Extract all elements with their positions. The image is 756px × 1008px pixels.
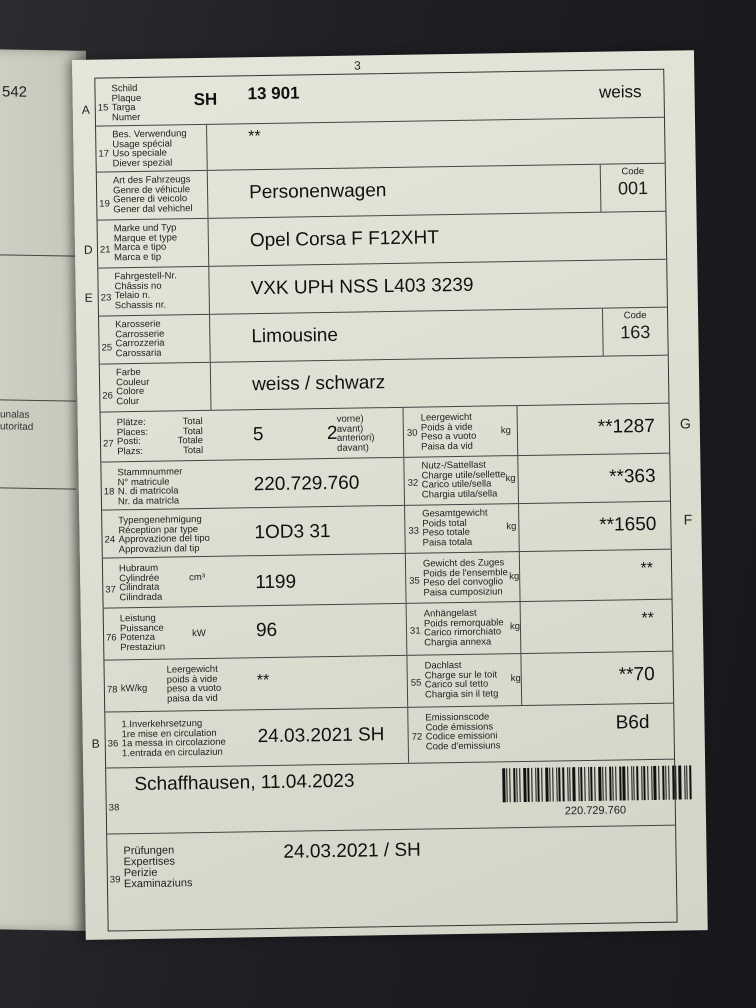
label-line: Total (182, 444, 204, 456)
label-line: Colur (116, 395, 140, 407)
total-weight-value: **1650 (599, 513, 657, 536)
label-line: Carrozzeria (115, 337, 165, 350)
column-divider (208, 267, 210, 314)
column-divider (404, 506, 406, 553)
barcode-bar (562, 767, 565, 801)
field-number: 30 (406, 427, 418, 439)
field-number: 35 (409, 575, 420, 587)
label-line: Cylindrée (119, 572, 160, 584)
chassis-value: VXK UPH NSS L403 3239 (250, 274, 474, 300)
label-line: Bes. Verwendung (112, 128, 187, 141)
label-line: Fahrgestell-Nr. (114, 270, 177, 283)
outer-label-e: E (84, 290, 93, 305)
label-line: Leergewicht (166, 663, 218, 676)
column-divider (407, 708, 409, 763)
label-line: Marca e tipo (113, 241, 167, 254)
label-line: Nr. da matricla (117, 494, 180, 507)
barcode-bar (516, 768, 518, 802)
label-line: Total (182, 415, 203, 428)
page-number: 3 (354, 58, 361, 73)
label-line: Cilindrada (119, 591, 163, 603)
barcode-bar (615, 767, 617, 801)
barcode-bar (590, 767, 593, 801)
barcode-bar (647, 766, 649, 800)
outer-label-g: G (679, 415, 691, 432)
label-line: Plaque (111, 92, 142, 104)
unit-kg: kg (500, 425, 512, 437)
type-approval-label (118, 515, 210, 554)
column-divider (208, 219, 210, 266)
first-registration-row (91, 704, 674, 769)
barcode-bar (643, 766, 646, 800)
payload-value: **363 (608, 465, 656, 488)
label-line: Charge utile/sellette (421, 468, 506, 482)
barcode-bar (537, 768, 540, 802)
registry-value: 220.729.760 (253, 472, 360, 496)
roof-load-value: **70 (618, 663, 655, 686)
label-line: Typengenehmigung (118, 514, 202, 527)
issue-place-date: Schaffhausen, 11.04.2023 (134, 770, 355, 796)
label-line: Anhängelast (423, 607, 477, 620)
label-line: Paisa totala (422, 536, 473, 549)
label-line: Paisa cumposiziun (423, 585, 503, 599)
power-label (120, 614, 165, 653)
label-line: Uso speciale (112, 147, 167, 160)
label-line: Targa (111, 102, 136, 114)
barcode-bar (558, 767, 561, 801)
barcode-bar (668, 766, 670, 800)
field-number: 19 (99, 198, 110, 210)
label-line: Gewicht des Zuges (422, 557, 505, 570)
label-line: Karosserie (115, 318, 161, 331)
column-divider (403, 408, 405, 457)
power-weight-label (167, 665, 222, 704)
barcode-bar (572, 767, 576, 801)
plate-color: weiss (598, 82, 642, 102)
left-divider (0, 399, 76, 402)
barcode-bar (549, 768, 551, 802)
barcode-bar (653, 766, 657, 800)
left-text-1: unalas (0, 409, 30, 421)
empty-weight-label (421, 413, 477, 452)
power-weight-value: ** (256, 671, 270, 690)
vehicle-type-label (113, 175, 193, 214)
label-line: Réception par type (118, 523, 199, 536)
emission-code: B6d (615, 712, 650, 734)
label-line: anteriori) (336, 432, 375, 444)
barcode-bar (598, 767, 602, 801)
label-line: Peso totale (422, 526, 471, 539)
train-weight-value: ** (640, 559, 654, 578)
label-line: Carico rimorchiato (423, 626, 502, 639)
column-divider (518, 504, 520, 551)
vehicle-type-value: Personenwagen (248, 180, 387, 204)
field-number: 38 (108, 802, 120, 814)
outer-label-a: A (81, 102, 90, 117)
payload-label (421, 460, 506, 499)
barcode-bar (636, 766, 639, 800)
barcode-bar (686, 765, 688, 799)
barcode-bar (612, 767, 614, 801)
column-divider (403, 458, 405, 505)
barcode-bar (545, 768, 549, 802)
label-line: Numer (111, 111, 141, 123)
make-label (114, 223, 178, 262)
label-line: Potenza (119, 631, 156, 644)
barcode-bar (531, 768, 533, 802)
barcode-bar (523, 768, 527, 802)
outer-label-b: B (91, 736, 100, 751)
color-value: weiss / schwarz (251, 372, 386, 396)
registry-label (117, 467, 183, 506)
field-number: 32 (407, 477, 419, 489)
barcode-bar (602, 767, 604, 801)
barcode-bar (580, 767, 583, 801)
label-line: Usage spécial (112, 137, 173, 150)
label-line: Châssis no (114, 280, 162, 292)
label-line: Approvazione del tipo (118, 532, 210, 546)
registration-document (72, 50, 708, 940)
barcode-bar (689, 765, 692, 799)
label-line: Art des Fahrzeugs (112, 174, 191, 187)
field-number: 27 (102, 438, 114, 450)
vehicle-type-code-box (600, 164, 666, 212)
unit-kw: kW (191, 627, 206, 640)
seats-row (101, 404, 691, 463)
label-line: 1re mise en circulation (121, 727, 217, 740)
label-line: 1.entrada en circulaziun (121, 746, 223, 759)
label-line: Peso a vuoto (420, 430, 477, 443)
label-line: vorne) (336, 413, 364, 425)
displacement-row (103, 550, 672, 609)
field-number: 18 (103, 486, 115, 498)
seats-front-label (337, 414, 375, 453)
barcode-bar (665, 766, 667, 800)
label-line: Gesamtgewicht (422, 507, 488, 520)
field-number: 24 (104, 534, 116, 546)
label-line: Chargia sin il tetg (424, 687, 499, 701)
label-line: Plazs: (117, 445, 144, 457)
seats-label (117, 418, 149, 456)
displacement-label (119, 564, 162, 603)
label-line: Peso del convoglio (423, 576, 504, 589)
label-line: Colore (116, 385, 145, 398)
barcode-bar (584, 767, 586, 801)
type-approval-value: 1OD3 31 (254, 520, 331, 544)
barcode-bar (569, 767, 571, 801)
left-divider (0, 487, 76, 490)
power-value: 96 (255, 619, 278, 642)
column-divider (206, 125, 208, 170)
label-line: Poids total (422, 517, 467, 530)
unit-kg: kg (505, 473, 516, 485)
label-line: Charge sur le toit (424, 668, 498, 682)
field-number: 23 (100, 292, 112, 304)
issue-row (106, 760, 675, 835)
label-line: Carossaria (115, 347, 162, 359)
field-number: 55 (410, 677, 422, 689)
left-page-number: 542 (2, 83, 28, 101)
field-number: 21 (99, 244, 111, 256)
left-text-2: utoritad (0, 421, 34, 433)
plate-number: 13 901 (247, 83, 300, 104)
roof-load-label (424, 660, 498, 699)
label-line: Posti: (116, 435, 141, 448)
label-line: Telaio n. (114, 289, 151, 302)
field-number: 37 (105, 584, 116, 596)
label-line: Marca e tip (114, 251, 162, 263)
outer-label-f: F (683, 511, 693, 528)
label-line: Carico sul tetto (424, 678, 489, 691)
form-grid (81, 69, 693, 932)
label-line: Gener dal vehichel (113, 202, 193, 215)
barcode-bar (552, 768, 554, 802)
label-line: Prüfungen (123, 844, 175, 858)
barcode-number: 220.729.760 (564, 804, 627, 818)
body-code-box (602, 308, 668, 356)
seats-total-label (173, 417, 204, 455)
barcode-bar (506, 768, 508, 802)
column-divider (207, 171, 209, 218)
label-line: avant) (336, 422, 364, 435)
field-number: 76 (105, 632, 117, 644)
barcode-bar (605, 767, 607, 801)
unit-kg: kg (509, 571, 520, 583)
barcode-bar (675, 766, 677, 800)
code-label: Code (623, 310, 647, 322)
barcode-bar (502, 768, 506, 802)
label-line: Couleur (115, 376, 150, 388)
code-label: Code (621, 166, 645, 178)
unit-kw-kg: kW/kg (120, 682, 148, 695)
label-line: Carico utile/sella (421, 478, 492, 491)
seats-front-count: 2 (326, 422, 338, 445)
chassis-label (114, 271, 177, 310)
label-line: Carrosserie (115, 328, 165, 340)
field-number: 25 (101, 342, 113, 354)
empty-weight-value: **1287 (597, 415, 655, 438)
inspection-value: 24.03.2021 / SH (283, 839, 421, 863)
field-number: 39 (109, 874, 121, 886)
label-line: peso a vuoto (166, 682, 222, 695)
label-line: Totale (177, 434, 204, 447)
barcode-bar (678, 766, 682, 800)
barcode-bar (541, 768, 543, 802)
power-row (104, 600, 673, 661)
outer-label-d: D (83, 242, 93, 257)
column-divider (209, 315, 211, 362)
trailer-load-label (424, 608, 504, 647)
barcode-bar (594, 767, 596, 801)
label-line: Prestaziun (120, 641, 166, 653)
label-line: Marke und Typ (113, 222, 177, 235)
unit-kg: kg (506, 521, 517, 533)
first-registration-value: 24.03.2021 SH (257, 724, 385, 748)
label-line: Schild (111, 82, 138, 95)
label-line: Plätze: (116, 416, 146, 429)
label-line: 1a messa in circolazione (121, 736, 226, 750)
field-number: 33 (408, 525, 420, 537)
label-line: Code émissions (425, 720, 494, 734)
barcode-bar (519, 768, 521, 802)
unit-kg: kg (509, 621, 521, 633)
column-divider (406, 604, 408, 655)
total-weight-label (422, 509, 488, 548)
use-value: ** (248, 128, 261, 146)
unit-cm3: cm³ (189, 571, 206, 584)
label-line: Examinaziuns (123, 877, 193, 891)
label-line: Marque et type (113, 231, 178, 244)
label-line: Codice emissioni (425, 730, 498, 743)
barcode-bar (509, 768, 511, 802)
barcode-bar (627, 766, 629, 800)
label-line: Genre de véhicule (112, 183, 191, 196)
plate-label (111, 84, 141, 122)
label-line: Stammnummer (117, 466, 183, 479)
label-line: Hubraum (118, 562, 159, 575)
field-number: 15 (97, 102, 109, 114)
barcode (502, 765, 695, 802)
label-line: poids à vide (166, 673, 218, 686)
label-line: Expertises (123, 855, 176, 869)
train-weight-label (423, 558, 508, 597)
barcode-bar (622, 766, 626, 800)
label-line: Perizie (123, 866, 158, 880)
power-weight-row (104, 652, 673, 713)
label-line: Dachlast (424, 659, 462, 672)
label-line: Approvaziun dal tip (118, 542, 200, 555)
label-line: Chargia utila/sella (421, 487, 498, 501)
label-line: Total (182, 425, 203, 437)
field-number: 17 (98, 148, 110, 160)
label-line: Places: (116, 426, 149, 438)
column-divider (210, 363, 212, 410)
column-divider (517, 456, 519, 503)
column-divider (516, 406, 518, 455)
label-line: Nutz-/Sattellast (421, 459, 486, 472)
label-line: N. di matricola (117, 485, 179, 498)
label-line: Farbe (115, 366, 141, 379)
field-number: 72 (411, 731, 423, 743)
field-number: 31 (409, 625, 421, 637)
emission-label (425, 712, 500, 751)
first-registration-label (121, 719, 226, 759)
barcode-bar (633, 766, 635, 800)
body-code: 163 (620, 321, 651, 343)
vehicle-type-code: 001 (617, 177, 649, 199)
label-line: Diever spezial (112, 156, 173, 169)
label-line: Poids à vide (420, 421, 473, 434)
label-line: Cilindrata (119, 581, 160, 594)
label-line: Emissionscode (425, 711, 490, 724)
label-line: Leistung (119, 612, 156, 625)
label-line: Chargia annexa (424, 635, 492, 649)
label-line: Poids de l'ensemble (423, 566, 508, 580)
seats-value: 5 (252, 424, 264, 446)
make-value: Opel Corsa F F12XHT (249, 227, 440, 252)
barcode-bar (527, 768, 530, 802)
left-divider (0, 254, 76, 257)
label-line: davant) (337, 441, 369, 454)
label-line: Code d'emissiuns (425, 739, 501, 753)
plate-canton: SH (193, 89, 218, 110)
label-line: Paisa da vid (421, 440, 473, 453)
trailer-load-value: ** (641, 609, 654, 628)
barcode-bar (658, 766, 660, 800)
label-line: Genere di veicolo (113, 193, 188, 206)
label-line: N° matricule (117, 476, 170, 488)
field-number: 26 (102, 390, 113, 402)
body-label (115, 320, 165, 359)
unit-kg: kg (510, 673, 521, 685)
field-number: 36 (107, 738, 119, 750)
color-label (116, 368, 150, 407)
label-line: Poids remorquable (423, 616, 504, 630)
use-label (112, 129, 187, 168)
column-divider (405, 554, 407, 603)
field-number: 78 (106, 684, 118, 696)
label-line: 1.Inverkehrsetzung (121, 718, 203, 731)
body-value: Limousine (251, 324, 339, 348)
inspection-label (123, 845, 192, 890)
displacement-value: 1199 (255, 571, 297, 594)
label-line: Puissance (119, 622, 164, 634)
label-line: Schassis nr. (114, 299, 167, 311)
inspection-row (107, 826, 676, 931)
label-line: Leergewicht (420, 411, 472, 424)
column-divider (406, 656, 408, 707)
label-line: paisa da vid (166, 692, 218, 705)
